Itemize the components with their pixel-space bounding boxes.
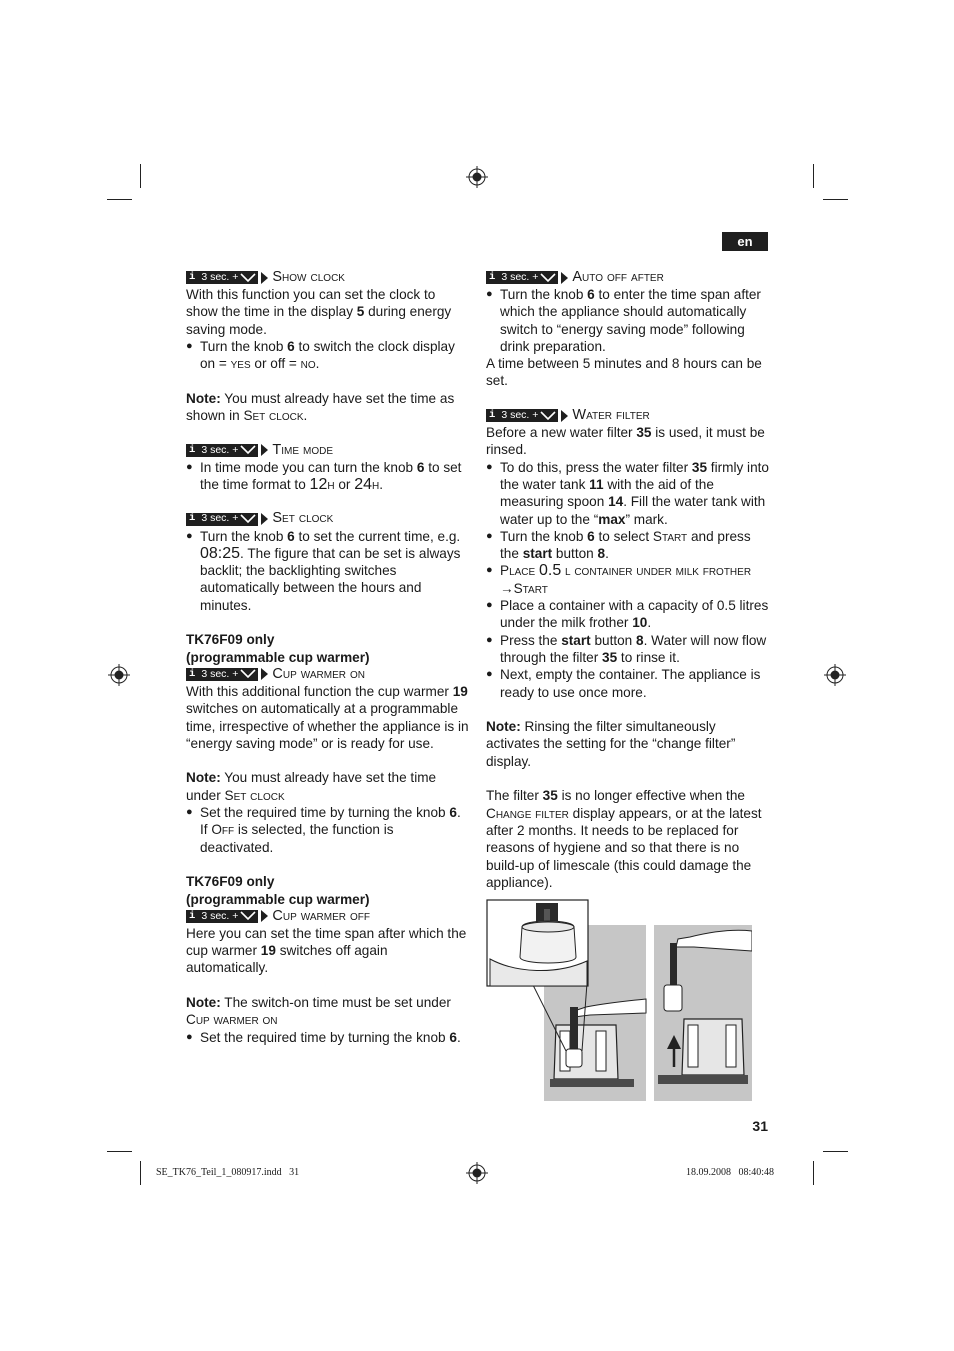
section-title: Time mode: [272, 441, 334, 458]
menu-badge: i 3 sec. +: [486, 409, 558, 422]
paragraph: With this function you can set the clock to show the time in the display 5 during energy saving mode.: [186, 287, 452, 337]
registration-mark-icon: [466, 1162, 488, 1184]
section-title: Show clock: [272, 268, 345, 285]
crop-mark: [823, 1151, 848, 1152]
section-title: Auto off after: [572, 268, 664, 285]
bullet-item: ● Next, empty the container. The appliance is ready to use once more.: [486, 666, 770, 701]
crop-mark: [107, 199, 132, 200]
left-column: [186, 269, 470, 1046]
play-arrow-icon: [261, 513, 268, 525]
footer-filename: SE_TK76_Teil_1_080917.indd 31: [156, 1167, 300, 1178]
registration-mark-icon: [824, 664, 846, 686]
bullet-item: ● Turn the knob 6 to select Start and press the start button 8.: [486, 528, 770, 563]
crop-mark: [140, 164, 141, 188]
note: Note: The switch-on time must be set under Cup warmer on: [186, 994, 451, 1028]
play-arrow-icon: [261, 668, 268, 680]
page-number: 31: [752, 1118, 768, 1134]
footer-datetime: 18.09.2008 08:40:48: [686, 1167, 775, 1178]
chevron-down-icon: [240, 514, 256, 524]
play-arrow-icon: [261, 444, 268, 456]
menu-badge: i 3 sec. +: [186, 668, 258, 681]
model-note: (programmable cup warmer): [186, 891, 370, 907]
section-header-water-filter: [486, 407, 770, 424]
section-title: Cup warmer on: [272, 665, 365, 682]
bullet-item: ● Turn the knob 6 to set the current time, e.g. 08:25. The figure that can be set is always backlit; the backlighting switches automatically between the hours and minutes.: [186, 528, 470, 614]
play-arrow-icon: [561, 272, 568, 284]
note: Note: You must already have set the time under Set clock: [186, 770, 437, 803]
paragraph: With this additional function the cup warmer 19 switches on automatically at a programmable time, irrespective of whether the appliance is in “energy saving mode” or is ready for use.: [186, 683, 469, 751]
crop-mark: [813, 1161, 814, 1185]
paragraph: The filter 35 is no longer effective when the Change filter display appears, or at the latest after 2 months. It needs to be replaced for reasons of hygiene and so that there is no build-up of limescale (this could damage the appliance).: [486, 788, 762, 890]
chevron-down-icon: [240, 273, 256, 283]
bullet-item: ● Set the required time by turning the knob 6.: [186, 1029, 470, 1046]
note: Note: You must already have set the time as shown in Set clock.: [186, 390, 455, 424]
crop-mark: [140, 1161, 141, 1185]
section-header-cup-warmer-on: [186, 666, 470, 683]
play-arrow-icon: [261, 272, 268, 284]
crop-mark: [823, 199, 848, 200]
paragraph: Before a new water filter 35 is used, it must be rinsed.: [486, 425, 765, 458]
chevron-down-icon: [540, 273, 556, 283]
section-header-set-clock: [186, 511, 470, 528]
paragraph: Here you can set the time span after which the cup warmer 19 switches off again automatically.: [186, 925, 467, 976]
model-note: (programmable cup warmer): [186, 649, 370, 665]
model-note: TK76F09 only: [186, 632, 275, 648]
play-arrow-icon: [261, 910, 268, 922]
bullet-item: ● To do this, press the water filter 35 firmly into the water tank 11 with the aid of the measuring spoon 14. Fill the water tank with water up to the “max” mark.: [486, 459, 770, 528]
bullet-item: ● Set the required time by turning the knob 6. If Off is selected, the function is deactivated.: [186, 804, 470, 856]
section-header-show-clock: [186, 269, 470, 286]
chevron-down-icon: [240, 445, 256, 455]
chevron-down-icon: [540, 411, 556, 421]
bullet-item: ● Place 0.5 l container under milk frother →Start: [486, 562, 770, 597]
crop-mark: [107, 1151, 132, 1152]
bullet-item: ● Place a container with a capacity of 0.5 litres under the milk frother 10.: [486, 597, 770, 632]
menu-badge: i 3 sec. +: [186, 910, 258, 923]
chevron-down-icon: [240, 911, 256, 921]
registration-mark-icon: [108, 664, 130, 686]
model-note: TK76F09 only: [186, 874, 275, 890]
play-arrow-icon: [561, 410, 568, 422]
menu-badge: i 3 sec. +: [186, 444, 258, 457]
bullet-item: ● Press the start button 8. Water will now flow through the filter 35 to rinse it.: [486, 632, 770, 667]
section-title: Water filter: [572, 406, 650, 423]
section-title: Set clock: [272, 510, 334, 527]
right-arrow-icon: →: [500, 580, 514, 596]
paragraph: A time between 5 minutes and 8 hours can be set.: [486, 356, 762, 389]
menu-badge: i 3 sec. +: [186, 513, 258, 526]
note: Note: Rinsing the filter simultaneously activates the setting for the “change filter” display.: [486, 719, 736, 769]
section-title: Cup warmer off: [272, 907, 370, 924]
menu-badge: i 3 sec. +: [486, 271, 558, 284]
language-tag-text: en: [737, 234, 753, 249]
chevron-down-icon: [240, 669, 256, 679]
crop-mark: [813, 164, 814, 188]
section-header-cup-warmer-off: [186, 908, 470, 925]
bullet-item: ● Turn the knob 6 to enter the time span after which the appliance should automatically switch to “energy saving mode” following drink preparation.: [486, 286, 770, 355]
section-header-auto-off: [486, 269, 770, 286]
bullet-item: ● Turn the knob 6 to switch the clock display on = yes or off = no.: [186, 338, 470, 373]
section-header-time-mode: [186, 442, 470, 459]
illustration-rinse-filter: [486, 899, 648, 1101]
language-tag: [722, 232, 768, 251]
right-column: [486, 269, 770, 891]
menu-badge: i 3 sec. +: [186, 271, 258, 284]
registration-mark-icon: [466, 166, 488, 188]
bullet-item: ● In time mode you can turn the knob 6 to set the time format to 12h or 24h.: [186, 459, 470, 494]
illustration-remove-filter: [654, 925, 752, 1101]
